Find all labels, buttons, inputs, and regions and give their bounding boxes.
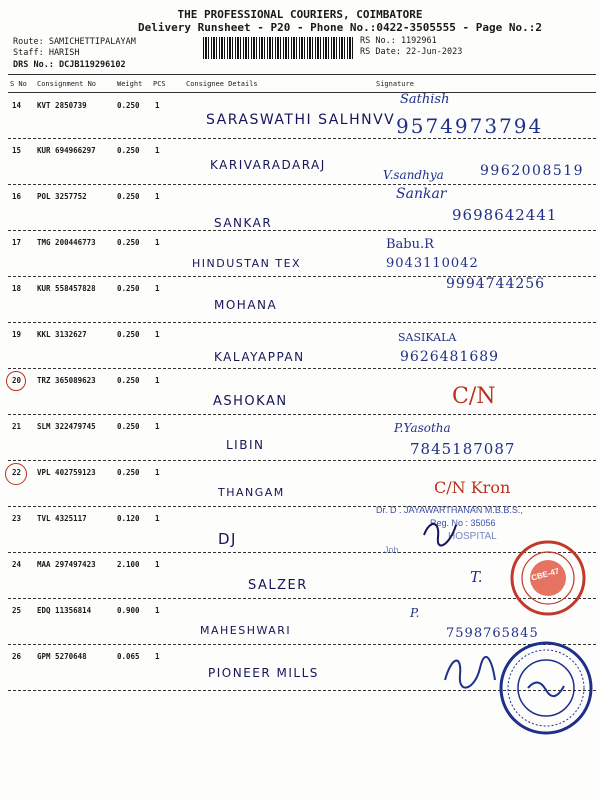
- row-sno: 25: [12, 606, 22, 615]
- rs-date: RS Date: 22-Jun-2023: [360, 47, 463, 57]
- signature: V.sandhya: [383, 168, 444, 182]
- table-top-rule: [8, 74, 596, 75]
- doctor-stamp-reg: Reg. No : 35056: [430, 518, 496, 528]
- row-sno: 24: [12, 560, 22, 569]
- col-pcs: PCS: [153, 80, 166, 88]
- signature: 9994744256: [446, 276, 546, 292]
- row-sno: 23: [12, 514, 22, 523]
- row-sno: 26: [12, 652, 22, 661]
- row-divider: [8, 460, 596, 461]
- signature: Sankar: [396, 186, 447, 202]
- phone-note: 9626481689: [400, 349, 500, 365]
- barcode: [203, 37, 353, 59]
- signature-scribble: [440, 650, 500, 694]
- row-consignment: KUR 694966297: [37, 146, 96, 155]
- phone-note: 9043110042: [386, 256, 479, 271]
- header-rule: [8, 92, 596, 93]
- row-pcs: 1: [155, 284, 160, 293]
- row-pcs: 1: [155, 330, 160, 339]
- row-consignment: KKL 3132627: [37, 330, 87, 339]
- signature: P.: [410, 606, 420, 620]
- phone-note: 9962008519: [480, 163, 585, 179]
- row-weight: 0.120: [117, 514, 140, 523]
- col-consignee: Consignee Details: [186, 80, 258, 88]
- row-weight: 0.065: [117, 652, 140, 661]
- row-divider: [8, 322, 596, 323]
- company-title: THE PROFESSIONAL COURIERS, COIMBATORE: [177, 8, 423, 21]
- row-pcs: 1: [155, 652, 160, 661]
- phone-note: 9574973794: [396, 114, 544, 138]
- row-sno: 22: [12, 468, 22, 477]
- row-consignment: KUR 558457828: [37, 284, 96, 293]
- route-label: Route: SAMICHETTIPALAYAM: [13, 37, 136, 47]
- row-pcs: 1: [155, 514, 160, 523]
- col-sno: S No: [10, 80, 27, 88]
- row-weight: 0.900: [117, 606, 140, 615]
- row-weight: 0.250: [117, 422, 140, 431]
- row-weight: 2.100: [117, 560, 140, 569]
- row-consignment: VPL 402759123: [37, 468, 96, 477]
- consignee-name: PIONEER MILLS: [208, 666, 319, 680]
- row-pcs: 1: [155, 101, 160, 110]
- row-divider: [8, 414, 596, 415]
- signature: C/N Kron: [434, 478, 511, 497]
- consignee-name: ASHOKAN: [213, 394, 288, 409]
- consignee-name: THANGAM: [218, 486, 285, 499]
- consignee-name: HINDUSTAN TEX: [192, 257, 302, 270]
- signature: C/N: [452, 384, 496, 409]
- row-pcs: 1: [155, 238, 160, 247]
- doctor-stamp-hospital: HOSPITAL: [448, 531, 497, 542]
- consignee-name: SALZER: [248, 578, 308, 593]
- row-weight: 0.250: [117, 284, 140, 293]
- signature: Babu.R: [386, 237, 434, 252]
- row-weight: 0.250: [117, 101, 140, 110]
- row-consignment: POL 3257752: [37, 192, 87, 201]
- row-pcs: 1: [155, 146, 160, 155]
- row-consignment: TRZ 365089623: [37, 376, 96, 385]
- row-pcs: 1: [155, 560, 160, 569]
- staff-label: Staff: HARISH: [13, 48, 80, 58]
- signature: P.Yasotha: [394, 421, 451, 435]
- clinic-stamp-code: CBE-47: [530, 566, 561, 583]
- row-divider: [8, 368, 596, 369]
- row-pcs: 1: [155, 422, 160, 431]
- row-sno: 20: [12, 376, 22, 385]
- row-sno: 17: [12, 238, 22, 247]
- row-pcs: 1: [155, 376, 160, 385]
- row-consignment: MAA 297497423: [37, 560, 96, 569]
- rs-number: RS No.: 1192961: [360, 36, 437, 46]
- signature: T.: [470, 568, 483, 586]
- doctor-stamp-john: Joh: [384, 545, 399, 555]
- row-sno: 21: [12, 422, 22, 431]
- row-consignment: TMG 200446773: [37, 238, 96, 247]
- consignee-name: KARIVARADARAJ: [210, 158, 326, 172]
- row-sno: 16: [12, 192, 22, 201]
- col-consignment: Consignment No: [37, 80, 97, 88]
- row-weight: 0.250: [117, 376, 140, 385]
- row-consignment: KVT 2850739: [37, 101, 87, 110]
- row-consignment: GPM 5270648: [37, 652, 87, 661]
- phone-note: 9698642441: [452, 206, 558, 224]
- runsheet-subtitle: Delivery Runsheet - P20 - Phone No.:0422-3505555 - Page No.:2: [138, 21, 542, 34]
- drs-number: DRS No.: DCJB119296102: [13, 60, 126, 70]
- row-pcs: 1: [155, 606, 160, 615]
- row-sno: 18: [12, 284, 22, 293]
- row-weight: 0.250: [117, 192, 140, 201]
- col-weight: Weight: [117, 80, 143, 88]
- company-round-seal: [498, 640, 594, 736]
- consignee-name: LIBIN: [226, 438, 265, 452]
- phone-note: 7598765845: [446, 626, 539, 641]
- row-sno: 14: [12, 101, 22, 110]
- row-consignment: EDQ 11356814: [37, 606, 92, 615]
- row-weight: 0.250: [117, 330, 140, 339]
- consignee-name: MOHANA: [214, 298, 278, 312]
- row-divider: [8, 138, 596, 139]
- col-signature: Signature: [376, 80, 414, 88]
- signature-scribble: [420, 515, 460, 549]
- signature: SASIKALA: [398, 331, 457, 344]
- row-pcs: 1: [155, 468, 160, 477]
- row-weight: 0.250: [117, 468, 140, 477]
- consignee-name: KALAYAPPAN: [214, 350, 305, 364]
- phone-note: 7845187087: [410, 440, 516, 458]
- consignee-name: DJ: [218, 530, 237, 548]
- row-consignment: SLM 322479745: [37, 422, 96, 431]
- signature: Sathish: [400, 92, 450, 107]
- row-pcs: 1: [155, 192, 160, 201]
- row-divider: [8, 184, 596, 185]
- row-consignment: TVL 4325117: [37, 514, 87, 523]
- consignee-name: MAHESHWARI: [200, 624, 292, 637]
- row-sno: 15: [12, 146, 22, 155]
- row-divider: [8, 230, 596, 231]
- doctor-stamp-name: Dr. D . JAYAWARTHANAN M.B.B.S.,: [376, 505, 523, 515]
- row-sno: 19: [12, 330, 22, 339]
- consignee-name: SANKAR: [214, 216, 273, 230]
- consignee-name: SARASWATHI SALHNVV: [206, 112, 396, 128]
- row-weight: 0.250: [117, 238, 140, 247]
- row-weight: 0.250: [117, 146, 140, 155]
